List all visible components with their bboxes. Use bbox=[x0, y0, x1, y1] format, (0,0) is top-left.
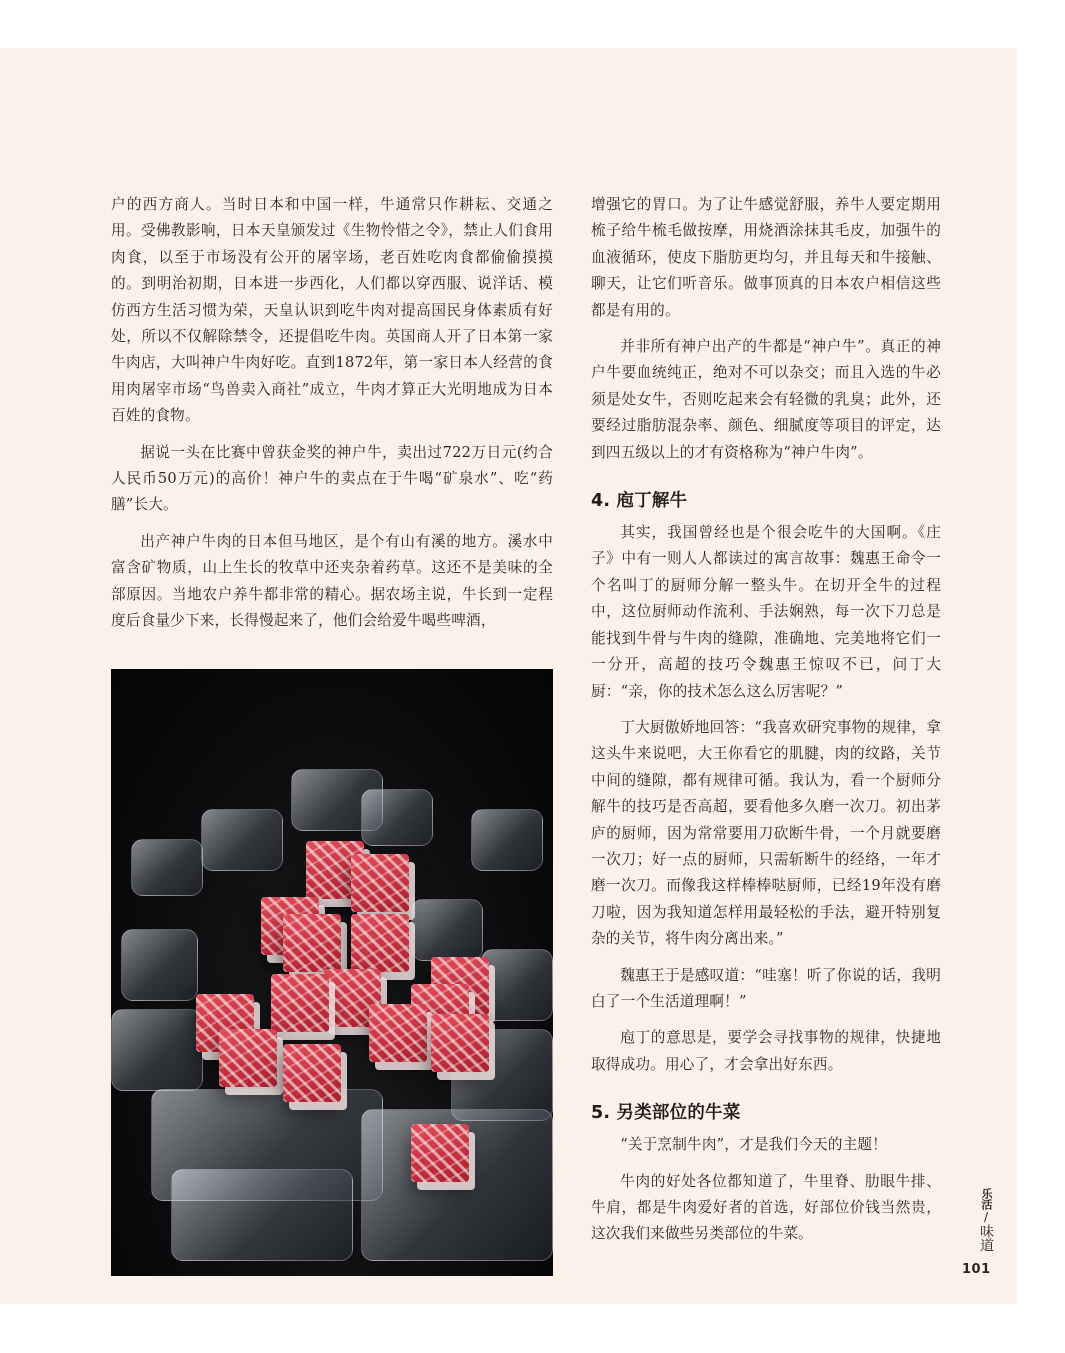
ice-cube bbox=[481, 949, 553, 1021]
beef-cube bbox=[351, 914, 409, 972]
paragraph: 据说一头在比赛中曾获金奖的神户牛，卖出过722万日元(约合人民币50万元)的高价！神户牛的卖点在于牛喝“矿泉水”、吃“药膳”长大。 bbox=[111, 443, 553, 514]
ice-cube bbox=[471, 809, 543, 871]
beef-cube bbox=[351, 854, 409, 912]
section-tag bbox=[968, 1188, 994, 1252]
beef-cube bbox=[283, 1044, 341, 1102]
ice-cube bbox=[171, 1169, 353, 1261]
ice-cube bbox=[201, 809, 283, 871]
paragraph: 魏惠王于是感叹道：“哇塞！听了你说的话，我明白了一个生活道理啊！” bbox=[591, 966, 941, 1010]
beef-cube bbox=[219, 1029, 277, 1087]
ice-cube bbox=[411, 899, 483, 961]
paragraph: 其实，我国曾经也是个很会吃牛的大国啊。《庄子》中有一则人人都读过的寓言故事：魏惠王命令一个名叫丁的厨师分解一整头牛。在切开全牛的过程中，这位厨师动作流利、手法娴熟，每一次下刀总是能找到牛骨与牛肉的缝隙，准确地、完美地将它们一一分开，高超的技巧令魏惠王惊叹不已，问丁大厨：“亲，你的技术怎么这么厉害呢？” bbox=[591, 524, 941, 700]
ice-cube bbox=[361, 789, 433, 846]
section-heading: 4. 庖丁解牛 bbox=[591, 491, 688, 512]
beef-cube bbox=[283, 914, 341, 972]
section-separator: / bbox=[979, 1210, 993, 1224]
paragraph: 庖丁的意思是，要学会寻找事物的规律，快捷地取得成功。用心了，才会拿出好东西。 bbox=[591, 1029, 941, 1073]
ice-cube bbox=[131, 839, 203, 896]
paragraph: “关于烹制牛肉”，才是我们今天的主题！ bbox=[620, 1136, 888, 1154]
paragraph: 出产神户牛肉的日本但马地区，是个有山有溪的地方。溪水中富含矿物质，山上生长的牧草中还夹杂着药草。这还不是美味的全部原因。当地农户养牛都非常的精心。据农场主说，牛长到一定程度后食量少下来，长得慢起来了，他们会给爱牛喝些啤酒， bbox=[111, 532, 553, 630]
wagyu-beef-cubes-on-ice-photo bbox=[111, 669, 553, 1276]
beef-cube bbox=[369, 1004, 427, 1062]
ice-cube bbox=[111, 1009, 203, 1091]
left-text-column bbox=[111, 192, 553, 645]
paragraph: 并非所有神户出产的牛都是“神户牛”。真正的神户牛要血统纯正，绝对不可以杂交；而且入选的牛必须是处女牛，否则吃起来会有轻微的乳臭；此外，还要经过脂肪混杂率、颜色、细腻度等项目的评定，达到四五级以上的才有资格称为“神户牛肉”。 bbox=[591, 338, 941, 461]
paragraph: 增强它的胃口。为了让牛感觉舒服，养牛人要定期用梳子给牛梳毛做按摩，用烧酒涂抹其毛皮，加强牛的血液循环，使皮下脂肪更均匀，并且每天和牛接触、聊天，让它们听音乐。做事顶真的日本农户相信这些都是有用的。 bbox=[591, 196, 941, 319]
page-number: 101 bbox=[962, 1262, 991, 1277]
paragraph: 丁大厨傲娇地回答：“我喜欢研究事物的规律，拿这头牛来说吧，大王你看它的肌腱，肉的纹路，关节中间的缝隙，都有规律可循。我认为，看一个厨师分解牛的技巧是否高超，要看他多久磨一次刀。初出茅庐的厨师，因为常常要用刀砍断牛骨，一个月就要磨一次刀；好一点的厨师，只需斩断牛的经络，一年才磨一次刀。而像我这样棒棒哒厨师，已经19年没有磨刀啦，因为我知道怎样用最轻松的手法，避开特别复杂的关节，将牛肉分离出来。” bbox=[591, 718, 941, 948]
paragraph: 牛肉的好处各位都知道了，牛里脊、肋眼牛排、牛肩，都是牛肉爱好者的首选，好部位价钱当然贵，这次我们来做些另类部位的牛菜。 bbox=[591, 1172, 941, 1243]
paragraph: 户的西方商人。当时日本和中国一样，牛通常只作耕耘、交通之用。受佛教影响，日本天皇颁发过《生物怜惜之令》，禁止人们食用肉食，以至于市场没有公开的屠宰场，老百姓吃肉食都偷偷摸摸的。到明治初期，日本进一步西化，人们都以穿西服、说洋话、模仿西方生活习惯为荣，天皇认识到吃牛肉对提高国民身体素质有好处，所以不仅解除禁令，还提倡吃牛肉。英国商人开了日本第一家牛肉店，大叫神户牛肉好吃。直到1872年，第一家日本人经营的食用肉屠宰市场“鸟兽卖入商社”成立，牛肉才算正大光明地成为日本百姓的食物。 bbox=[111, 196, 553, 425]
right-text-column bbox=[591, 192, 941, 1258]
ice-cube bbox=[121, 929, 198, 1001]
section-heading: 5. 另类部位的牛菜 bbox=[591, 1103, 741, 1124]
beef-cube bbox=[411, 1124, 469, 1182]
section-name: 乐活 bbox=[980, 1188, 993, 1210]
beef-cube bbox=[271, 974, 329, 1032]
beef-cube bbox=[431, 1014, 489, 1072]
subsection-name: 味道 bbox=[978, 1224, 994, 1252]
